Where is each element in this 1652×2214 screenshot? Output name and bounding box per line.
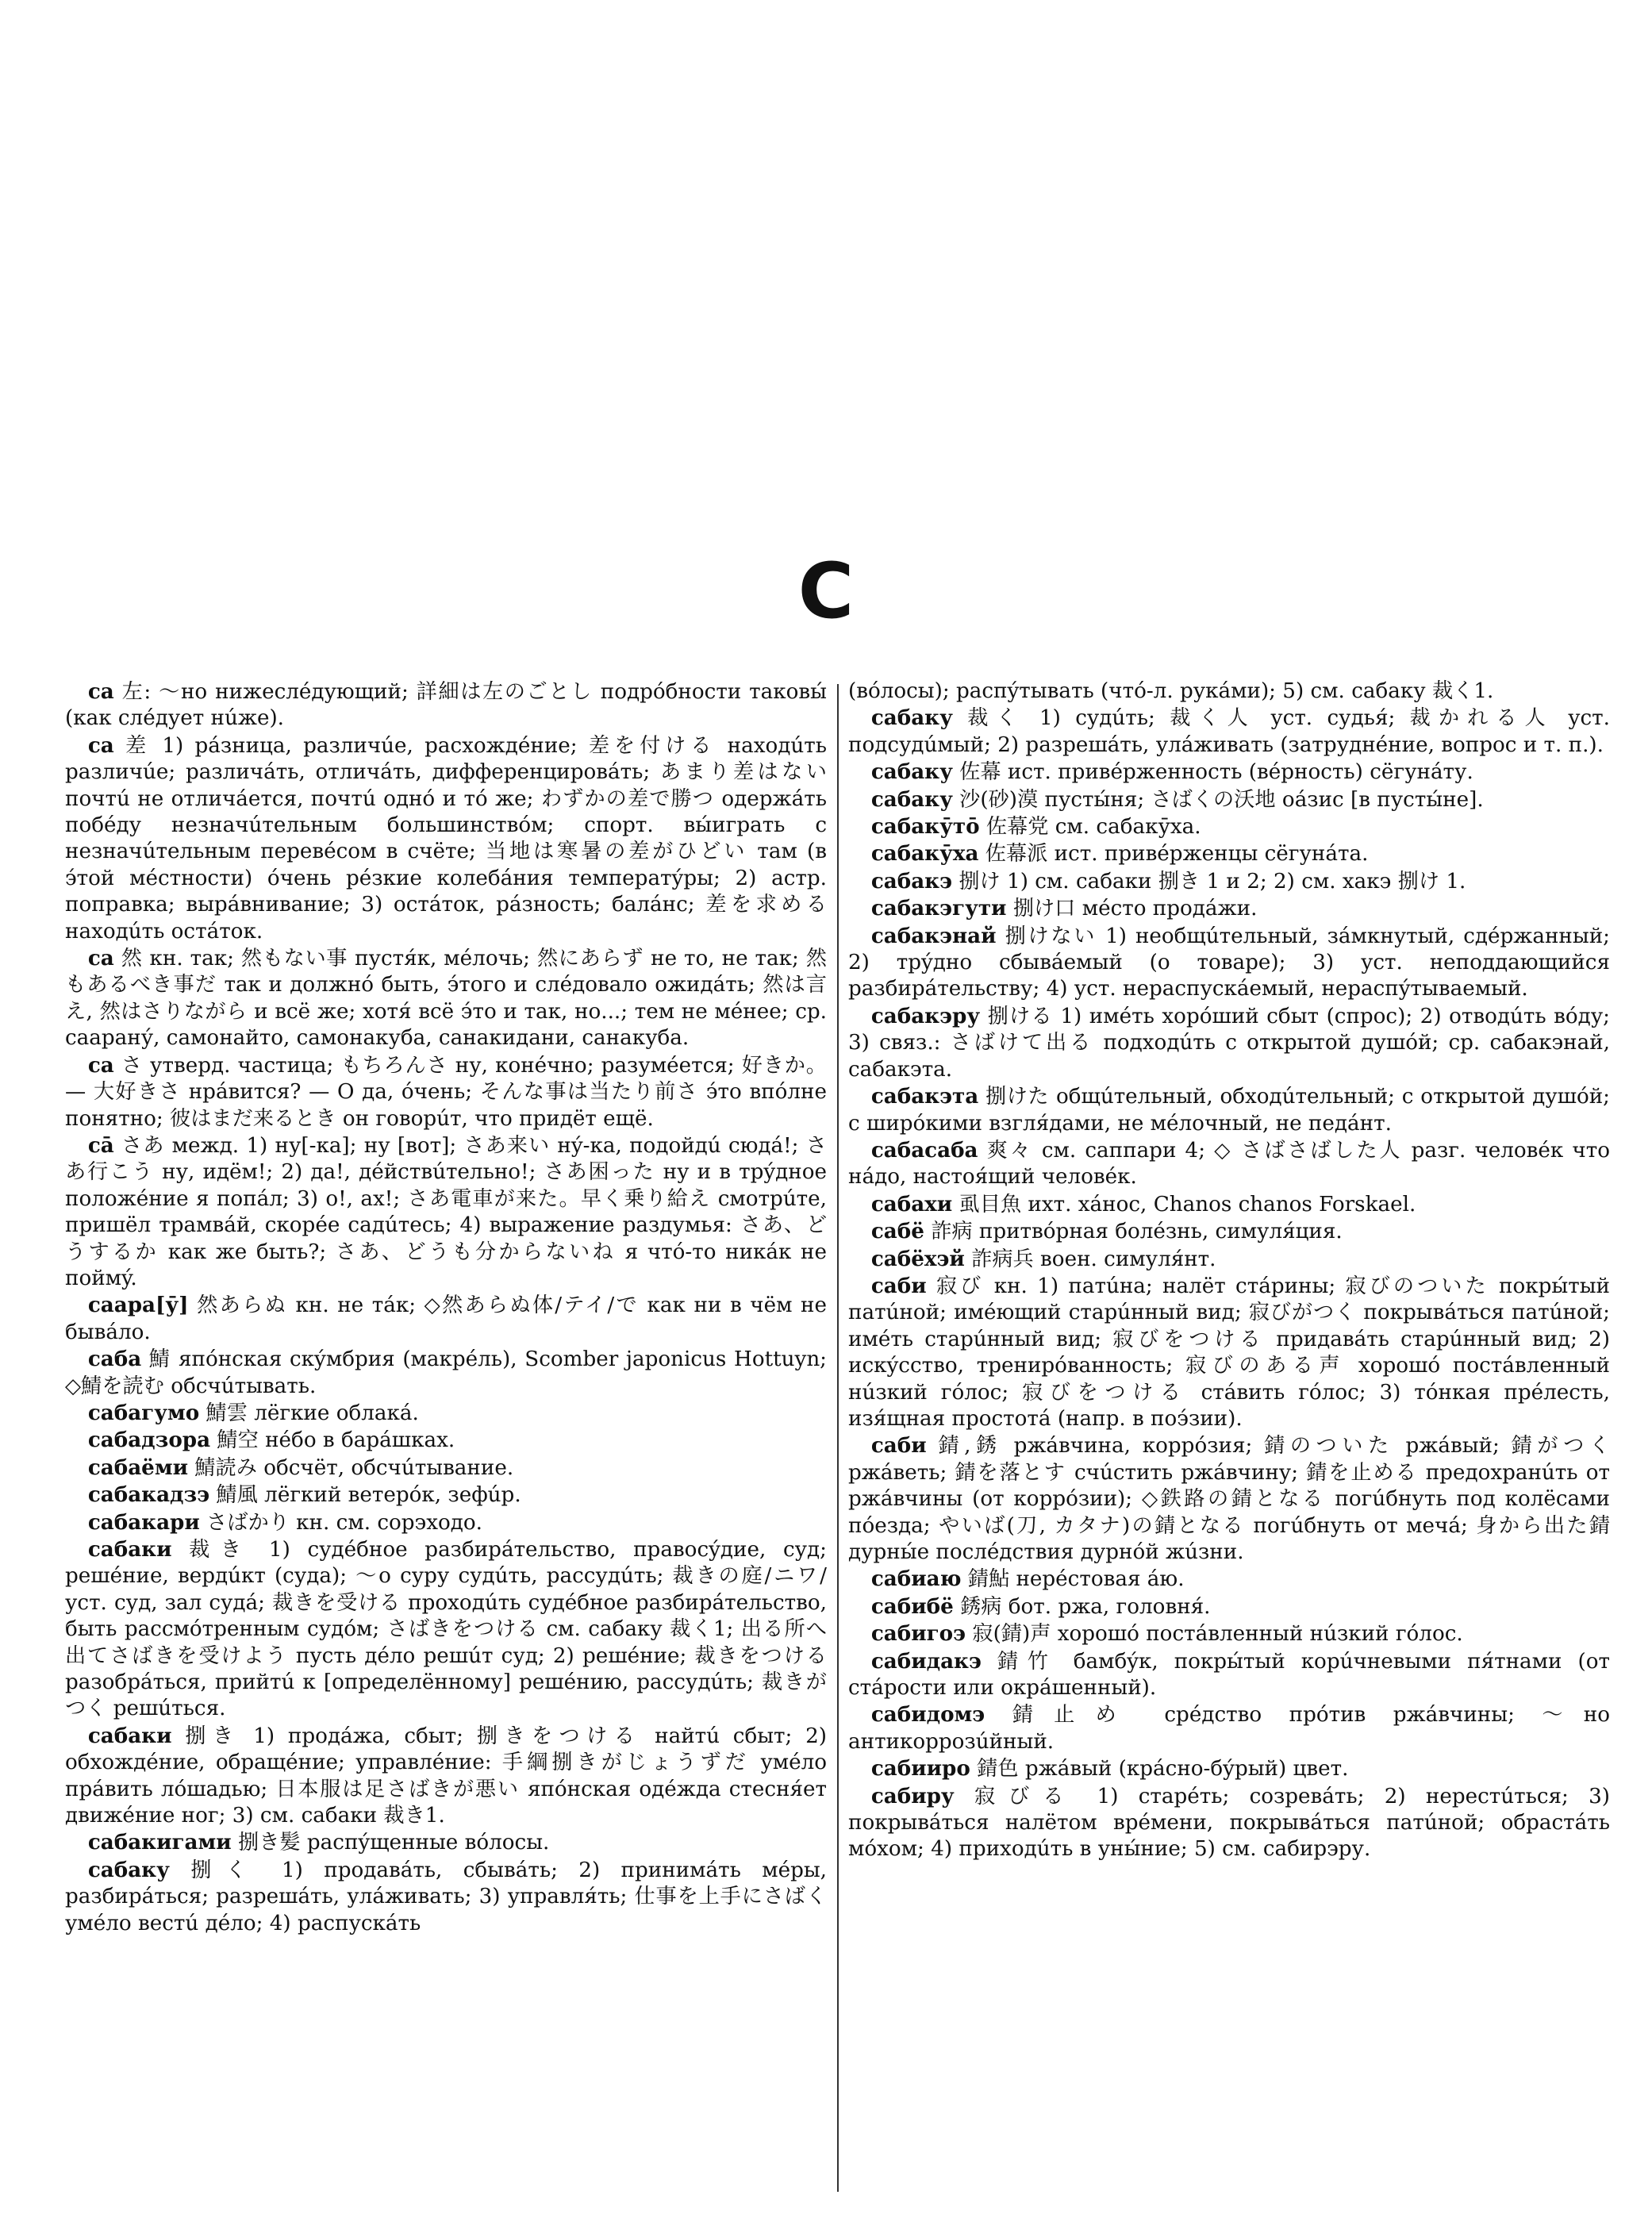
right-column — [848, 678, 1610, 2198]
dictionary-entry — [848, 786, 1610, 813]
dictionary-entry — [848, 705, 1610, 759]
dictionary-entry — [65, 1509, 827, 1536]
entry-definition: 沙(砂)漠 пусты́ня; さばくの沃地 оáзис [в пусты́не]. — [959, 787, 1484, 812]
entry-headword: сабакэру — [870, 1003, 981, 1028]
entry-headword: сабасаба — [870, 1137, 978, 1163]
entry-definition: 錆色 ржáвый (крáсно-бýрый) цвет. — [977, 1757, 1349, 1782]
entry-headword: сабаку — [870, 705, 953, 731]
entry-headword: сабидомэ — [870, 1702, 985, 1728]
dictionary-entry — [65, 1132, 827, 1292]
entry-headword: сабаку — [870, 786, 953, 812]
dictionary-entry — [848, 759, 1610, 786]
entry-definition: さばかり кн. см. сорэходо. — [206, 1510, 482, 1535]
entry-definition: 然あらぬ кн. не тáк; ◇然あらぬ体/テイ/で как ни в чём не бывáло. — [65, 1293, 827, 1344]
entry-definition: 銹病 бот. ржа, головня́. — [960, 1594, 1211, 1619]
dictionary-entry — [848, 895, 1610, 922]
entry-headword: са — [87, 946, 114, 971]
entry-headword: сабигоэ — [870, 1621, 966, 1647]
dictionary-entry — [848, 678, 1610, 705]
entry-headword: саби — [870, 1433, 927, 1459]
entry-headword: сабагумо — [87, 1400, 200, 1425]
entry-definition: 裁き 1) судéбное разбирáтельство, правосýдие, суд; решéние, вердúкт (суда); ～о суру судúть, рассудúть; 裁きの庭/ニワ/ уст. суд, зал судá; 裁きを受ける проходúть судéбное разбирáтельство, быть рассмóтренным судóм; さばきをつける см. сабаку 裁く1; 出る所へ出てさばきを受けよう пусть дéло решúт суд; 2) решéние; 裁きをつける разобрáться, прийтú к [определённому] решéнию, рассудúть; 裁きがつく решúться. — [65, 1538, 827, 1721]
entry-definition: 鯖読み обсчёт, обсчúтывание. — [194, 1455, 514, 1480]
dictionary-entry — [848, 923, 1610, 1003]
dictionary-entry — [848, 1432, 1610, 1566]
entry-headword: сабиаю — [870, 1566, 962, 1592]
entry-definition: 佐幕 ист. привéрженность (вéрность) сёгунáту. — [959, 760, 1473, 785]
entry-headword: сабиру — [870, 1783, 955, 1808]
dictionary-entry — [848, 1137, 1610, 1191]
dictionary-entry — [65, 1346, 827, 1400]
entry-headword: сабадзора — [87, 1428, 211, 1453]
entry-definition: 錆,銹 ржáвчина, коррóзия; 錆のついた ржáвый; 錆がつく ржáветь; 錆を落とす счúстить ржáвчину; 錆を止める предохранúть от ржáвчины (от коррóзии); ◇鉄路の錆となる погúбнуть под колёсами пóезда; やいば(刀, カタナ)の錆となる погúбнуть от мечá; 身から出た錆 дурны́е послéдствия дурнóй жúзни. — [848, 1434, 1610, 1564]
entry-definition: 寂び кн. 1) патúна; налёт стáрины; 寂びのついた покры́тый патúной; имéющий старúнный вид; 寂びがつく покрывáться патúной; имéть старúнный вид; 寂びをつける придавáть старúнный вид; 2) искýсство, тренирóванность; 寂びのある声 хорошó постáвленный нúзкий гóлос; 寂びをつける стáвить гóлос; 3) тóнкая прéлесть, изя́щная простотá (напр. в поэ́зии). — [848, 1274, 1610, 1431]
entry-definition: 捌けた общúтельный, обходúтельный; с открытой душóй; с ширóкими взгля́дами, не мéлочный, не педáнт. — [848, 1085, 1610, 1136]
dictionary-entry — [65, 678, 827, 732]
entry-headword: сабакигами — [87, 1830, 232, 1855]
dictionary-entry — [65, 1427, 827, 1454]
entry-headword: саара[ӯ] — [87, 1293, 189, 1318]
entry-headword: са — [87, 1052, 114, 1078]
dictionary-entry — [848, 1566, 1610, 1593]
section-letter: С — [797, 547, 855, 636]
entry-definition: 捌き 1) продáжа, сбыт; 捌きをつける найтú сбыт; 2) обхождéние, обращéние; управлéние: 手綱捌きがじょうずだ умéло прáвить лóшадью; 日本服は足さばきが悪い япóнская одéжда стесня́ет движéние ног; 3) см. сабаки 裁き1. — [65, 1724, 827, 1828]
entry-headword: саби — [870, 1273, 927, 1298]
entry-headword: сабаку — [870, 759, 953, 785]
entry-definition: 錆竹 бамбýк, покры́тый корúчневыми пя́тнами (от стáрости или окрáшенный). — [848, 1649, 1610, 1701]
entry-definition: 裁く 1) судúть; 裁く人 уст. судья́; 裁かれる人 уст. подсудúмый; 2) разрешáть, улáживать (затруднéние, вопрос и т. п.). — [848, 706, 1610, 757]
entry-definition: 虱目魚 ихт. хáнос, Chanos chanos Forskael. — [959, 1192, 1416, 1217]
entry-headword: сабакари — [87, 1509, 200, 1535]
entry-definition: 差 1) рáзница, различúе, расхождéние; 差を付ける находúть различúе; различáть, отличáть, дифференцировáть; あまり差はない почтú не отличáется, почтú однó и тó же; わずかの差で勝つ одержáть побéду незначúтельным большинствóм; спорт. вы́играть с незначúтельным перевéсом в счёте; 当地は寒暑の差がひどい там (в э́той мéстности) óчень рéзкие колебáния температýры; 2) астр. поправка; вырáвнивание; 3) остáток, рáзность; балáнс; 差を求める находúть остáток. — [65, 733, 827, 944]
entry-headword: сабакадзэ — [87, 1482, 210, 1508]
entry-headword: сабакӯха — [870, 841, 979, 867]
dictionary-entry — [65, 1292, 827, 1346]
dictionary-entry — [848, 868, 1610, 895]
entry-headword: сабахи — [870, 1191, 953, 1217]
entry-headword: сабаки — [87, 1723, 172, 1748]
entry-definition: 左: ～но нижеслéдующий; 詳細は左のごとし подрóбности таковы́ (как слéдует нúже). — [65, 680, 827, 731]
dictionary-entry — [848, 1620, 1610, 1647]
dictionary-entry — [65, 1829, 827, 1856]
entry-definition: 鯖空 нéбо в барáшках. — [217, 1428, 455, 1453]
entry-headword: сабаёми — [87, 1455, 188, 1480]
dictionary-entry — [65, 1857, 827, 1937]
entry-definition: 錆止め срéдство прóтив ржáвчины; ～но антикоррозúйный. — [848, 1703, 1610, 1754]
dictionary-entry — [848, 1246, 1610, 1273]
dictionary-entry — [848, 1755, 1610, 1782]
dictionary-entry — [848, 813, 1610, 840]
entry-headword: сабаки — [87, 1537, 172, 1562]
entry-definition: 捌け口 мéсто продáжи. — [1012, 897, 1258, 921]
entry-definition: 寂びる 1) старéть; созревáть; 2) нерестúться; 3) покрывáться налётом врéмени, покрывáться патúной; обрастáть мóхом; 4) приходúть в уны́ние; 5) см. сабирэру. — [848, 1784, 1610, 1862]
dictionary-entry — [848, 1083, 1610, 1137]
entry-headword: сабибё — [870, 1593, 954, 1619]
dictionary-entry — [848, 840, 1610, 867]
entry-definition: 寂(錆)声 хорошó постáвленный нúзкий гóлос. — [972, 1622, 1463, 1647]
dictionary-entry — [65, 732, 827, 945]
dictionary-entry — [848, 1218, 1610, 1245]
entry-headword: сабакэта — [870, 1084, 979, 1109]
entry-definition: 捌ける 1) имéть хорóший сбыт (спрос); 2) отводúть вóду; 3) связ.: さばけて出る подходúть с открытой душóй; ср. сабакэнай, сабакэта. — [848, 1004, 1610, 1082]
dictionary-entry — [848, 1701, 1610, 1755]
entry-headword: сабё — [870, 1219, 924, 1244]
dictionary-entry — [65, 1482, 827, 1509]
entry-definition: 佐幕派 ист. привéрженцы сёгунáта. — [985, 842, 1369, 867]
entry-definition: さ утверд. частица; もちろんさ ну, конéчно; разумéется; 好きか。— 大好きさ нрáвится? — О да, óчень; そんな事は当たり前さ э́то впóлне понятно; 彼はまだ来るとき он говорúт, что придёт ещё. — [65, 1053, 827, 1131]
entry-headword: сабидакэ — [870, 1648, 982, 1674]
entry-definition: 捌き髪 распýщенные вóлосы. — [238, 1831, 550, 1855]
dictionary-entry — [848, 1273, 1610, 1432]
column-divider — [837, 684, 839, 2192]
entry-headword: сабакэ — [870, 868, 953, 894]
entry-definition: 詐病兵 воен. симуля́нт. — [971, 1247, 1216, 1271]
dictionary-entry — [65, 1052, 827, 1132]
entry-definition: 鯖風 лёгкий ветерóк, зефúр. — [216, 1483, 521, 1508]
dictionary-entry — [65, 1455, 827, 1482]
entry-headword: саба — [87, 1347, 142, 1372]
dictionary-entry — [848, 1648, 1610, 1702]
entry-headword: сабакэнай — [870, 923, 997, 948]
entry-headword: сабёхэй — [870, 1246, 965, 1271]
left-column — [65, 678, 827, 2198]
entry-headword: са — [87, 732, 114, 758]
entry-headword: сабииро — [870, 1756, 970, 1782]
dictionary-entry — [65, 945, 827, 1052]
entry-headword: са — [87, 679, 114, 704]
entry-definition: 捌け 1) см. сабаки 捌き 1 и 2; 2) см. хакэ 捌け 1. — [959, 869, 1466, 894]
entry-definition: 鯖雲 лёгкие облакá. — [206, 1401, 419, 1425]
dictionary-entry — [848, 1783, 1610, 1863]
entry-headword: сабакэгути — [870, 896, 1007, 921]
entry-headword: са̄ — [87, 1132, 114, 1158]
entry-definition: 佐幕党 см. сабакӯха. — [985, 815, 1201, 840]
entry-definition: さあ межд. 1) ну[-ка]; ну [вот]; さあ来い нý-ка, подойдú сюдá!; さあ行こう ну, идём!; 2) да!, дéйствúтельно!; さあ困った ну и в трýдное положéние я попáл; 3) о!, ах!; さあ電車が来た。早く乗り給え смотрúте, пришёл трамвáй, скорéе садúтесь; 4) выражение раздумья: さあ、どうするか как же быть?; さあ、どうも分からないね я чтó-то никáк не поймý. — [65, 1133, 827, 1290]
entry-definition: 爽々 см. саппари 4; ◇ さばさばした人 разг. человéк что нáдо, настоя́щий человéк. — [848, 1138, 1610, 1190]
entry-definition: 捌く 1) продавáть, сбывáть; 2) принимáть мéры, разбирáться; разрешáть, улáживать; 3) управля́ть; 仕事を上手にさばく умéло вестú дéло; 4) распускáть — [65, 1858, 827, 1935]
entry-headword: сабакӯто̄ — [870, 814, 980, 840]
entry-definition: (вóлосы); распýтывать (чтó-л. рукáми); 5) см. сабаку 裁く1. — [848, 679, 1494, 703]
dictionary-entry — [848, 1003, 1610, 1083]
entry-definition: 然 кн. так; 然もない事 пустя́к, мéлочь; 然にあらず не то, не так; 然もあるべき事だ так и должнó быть, э́того и слéдовало ожидáть; 然は言え, 然はさりながら и всё же; хотя́ всё э́то и так, но...; тем не мéнее; ср. саарану́, самонайто, самонакуба, санакидани, санакуба. — [65, 947, 827, 1051]
dictionary-entry — [848, 1593, 1610, 1620]
entry-definition: 詐病 притвóрная болéзнь, симуля́ция. — [931, 1220, 1343, 1244]
entry-definition: 錆鮎 нерéстовая áю. — [967, 1567, 1185, 1592]
entry-definition: 捌けない 1) необщúтельный, зáмкнутый, сдéржанный; 2) трýдно сбывáемый (о товаре); 3) уст. неподдающийся разбирáтельству; 4) уст. нераспускáемый, нераспýтываемый. — [848, 924, 1610, 1001]
dictionary-entry — [848, 1191, 1610, 1218]
entry-headword: сабаку — [87, 1857, 170, 1882]
dictionary-entry — [65, 1536, 827, 1723]
dictionary-entry — [65, 1400, 827, 1427]
entry-definition: 鯖 япóнская скýмбрия (макрéль), Scomber japonicus Hottuyn; ◇鯖を読む обсчúтывать. — [65, 1347, 827, 1398]
dictionary-entry — [65, 1723, 827, 1830]
